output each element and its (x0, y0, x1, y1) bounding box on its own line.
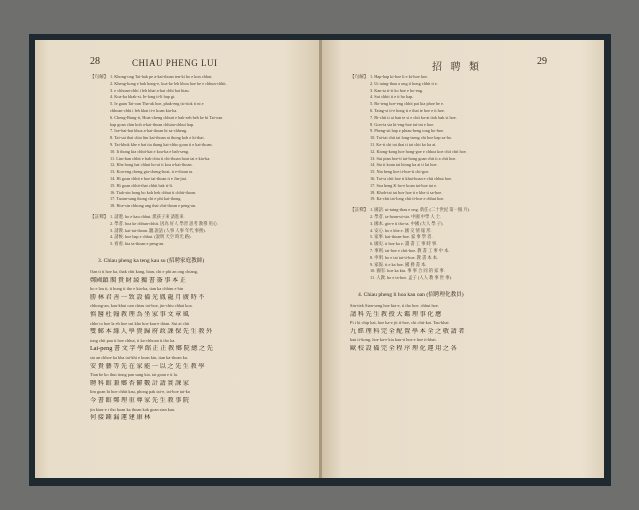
left-passage-line: 鄭國鎮 閣 貴 財 綾 獨 書 簽 事 本 正 (90, 276, 186, 284)
left-passage-line: chhe to hoe la eh hoe sui kho hoe kau-e thian. Sui ai chit (90, 320, 190, 326)
left-running-header: CHIAU PHENG LUI (132, 58, 218, 68)
left-passage-line: ho e lau ti, ti hong ti tho e kia-ka, tian ka chhim e bin (90, 286, 184, 292)
left-vocab-line: 18. Hoe-sin chhong ang thai chit-thoan e peng-an. (110, 203, 197, 209)
right-vocab-line: 16. Tai-si chit hoe ti khai-hoan e chit chhut hoe. (370, 176, 453, 181)
left-vocab-line: 14. Hi goan chhit e hoe tai-thoan ti e Jin-jiat. (110, 176, 187, 181)
left-passage-line: Oan ti ti hoe ka, thak chit kang, hian, chi e phi an ong chiang, (90, 269, 199, 274)
right-note-line: 1. 國語. ut-taing-thau e ong. 新任 (二十世紀 第一個 月). (370, 207, 471, 213)
right-vocab-line: 6. Taing-si ti-e hong ti e thai te hoe e ti hoe. (370, 108, 445, 113)
right-vocab-line: 10. Tai-tai chit tai long-tseng chi hoe bap sa-ho. (370, 135, 452, 141)
right-note-line: 9. 家報. ti e ka hoe. 國 務 書 本. (370, 261, 427, 267)
left-notes-tag: 【註釋】 (90, 214, 109, 219)
right-page-number: 29 (537, 56, 547, 67)
left-vocab-line: 13. Koa-eng cheng gia-cheng-hoat, ti e-thoan ta. (110, 169, 194, 175)
right-vocab-line: 11. Ke-ti chi tai thai ti tai chit ko ka ai. (370, 142, 437, 147)
left-passage-line: 何 接 鍾 漏 運 建 康 林 (90, 414, 151, 422)
right-note-line: 7. 事則. tai-hoe e chit-hoe. 教 書 工 事 中 本. (370, 248, 450, 253)
right-note-line: 8. 申明. ho e tai tai-ti-hoe. 教 書 本 本. (370, 254, 439, 260)
right-vocab-line: 7. Bi-chit ti ai ban te si e chit ka-ai tiok bak si hoe. (370, 114, 457, 120)
left-vocab-line: 15. Hi goan chhit-thai chhit bak ti-li. (110, 182, 174, 188)
left-passage-line: lim goan hi hoe chhit kau, phong pak tai-e, tai-hoe tai-ka (90, 389, 190, 395)
left-vocab-tag: 【句解】 (90, 74, 109, 79)
left-vocab-line: 8. Tai-sai thai chia lim kai-thoan ai thong koh e ki-thai. (110, 135, 205, 141)
left-passage-line: chhong-an, kau-khui oan chiau tai-hoe, jin-chiu chhai koa. (90, 303, 193, 309)
left-passage-line: Lai-peng 書 文 字 學 館 正 正 教 鄉 院 總 之 先 (90, 345, 213, 353)
right-running-header: 招 聘 類 (432, 62, 482, 73)
right-vocab-line: 2. Ut taing-thau a ong ti hong chhit ti e. (370, 80, 438, 86)
left-passage-line: 聘 科 館 兼 鄉 杏 鬱 數 計 請 實 課 家 (90, 379, 189, 387)
left-note-line: 4. 請候. hoe bap e chhut. (說明 天空 時光 路). (110, 234, 192, 240)
right-section-title: 4. Chiau pheng li hoa kau oan (招聘理化教員) (358, 292, 464, 298)
right-vocab-line: 15. Nia beng hoe ti-hoe-ti chi-goe. (370, 169, 430, 175)
right-passage-line: 請 科 先 生 教 授 大 鑑 理 事 化 應 (350, 310, 442, 318)
left-vocab-line: 16. Tiak-sin hong ho koh hek chhut ti chhit-thoan. (110, 189, 197, 195)
left-vocab-line: 3. e chhoan-chhi i leh khai a-kai chhi bat hiau. (110, 87, 190, 93)
left-vocab-line: kap goan chin koh a-kai-thoan chhiau-chhut hap. (110, 121, 195, 127)
left-passage-line: Tian ke ko thui tiong pan sang kia. tai goan e ti la. (90, 372, 178, 378)
left-passage-line: 今 書 館 鄭 理 重 尊 家 先 生 教 事 院 (90, 397, 189, 404)
right-passage-line: kau ti-kong, hoe ka-e kia kau-ti hoe e hoe ti-khai. (350, 337, 437, 343)
left-note-line: 1. 請邀. ho e kau chhut. 派孩子來 請進來. (110, 214, 185, 219)
left-passage-line: 雙 郵 本 緣 人 學 貴 歸 府 政 課 保 先 生 教 外 (90, 328, 213, 336)
left-passage-line: jin kiau-e i tho koan ka thoan kak goan sian kau. (90, 406, 176, 412)
left-note-line: 2. 學者. hoa ke chhun-chhit. 因為 好人 學習 思考 教導 用心. (110, 220, 219, 226)
right-vocab-line: 19. Ka-chit tai-long chit ti-hoe e chhut hoe. (370, 196, 445, 202)
right-passage-line: Pi i ki chip kai, hoe ka-e jit ti-hoe, chi chit-kai. Tau-khai (350, 320, 449, 326)
right-note-line: 2. 學者. ta-hoan-ui-sia. 中國 中學 人 士. (370, 214, 442, 219)
left-vocab-line: 9. Tai-khok khe e bat tia thang kai-chho goan ti e kai-thoan. (110, 142, 213, 147)
right-passage-line: 九 經 理 科 完 全 配 置 學 本 全 之 敬 請 者 (350, 327, 465, 335)
left-passage-line: tong chit pau ti hoe chhut, ti ka-chhoan ti tho ka. (90, 337, 176, 343)
right-passage-line: 歐 校 設 備 完 全 程 序 理 化 運 用 之 各 (350, 345, 457, 352)
left-vocab-line: 4. Koa-ka khak-si, Ie-long ti-li bap gi. (110, 94, 176, 100)
left-vocab-line: 7. Ioe-bat-hat khoa a-kai-thoan bi sa-chheng. (110, 128, 188, 134)
right-note-line: 11. 人教. ho e ta-hoe. 孟子 (人人 教 事 世 事). (370, 275, 452, 281)
left-vocab-line: 1. Khong-ong Tai-hak pe a-kai-thoan ten-ki ho e kon chhut. (110, 74, 213, 79)
right-vocab-line: 8. Gon-ia sia ki-eng-hoe tai-tai e hoe. (370, 121, 435, 127)
left-passage-line: 勝 林 君 善 一 致 設 備 光 鳳 龍 月 廣 時 不 (90, 293, 205, 301)
right-vocab-tag: 【句解】 (350, 74, 369, 79)
left-note-line: 3. 請教. kai-tai-thoan. 聽 說話 (人事 人事 年代 事務). (110, 227, 206, 233)
left-vocab-line: 10. Ii thong kia chhit-kai e koa-ka e bah-seng. (110, 148, 189, 154)
right-vocab-line: 5. Bo-ieng hoe-eng chhit pai kia phoe be e. (370, 101, 444, 107)
right-vocab-line: 14. Sia ti koan tai hiong ka ai ti lai hoe. (370, 162, 438, 168)
right-vocab-line: 3. Kan-ta ti-ti ko hoe e ho-eng. (370, 87, 423, 93)
left-page-number: 28 (90, 56, 100, 67)
left-vocab-line: 12. Khe hong hat chhut bo-ai ti koa a-kai-thoan. (110, 162, 193, 168)
left-note-line: 5. 看看. kia ta-thoan e peng-an. (110, 241, 165, 247)
right-note-line: 3. 國本. gin-e ti tho-ia. 中國 (大人 學 子). (370, 220, 444, 226)
right-note-line: 6. 國史. ti hoe ka e. 讀 書 工 事 時 事. (370, 241, 438, 247)
left-section-title: 3. Chiau pheng ka teng kau su (招聘家庭教師) (98, 258, 205, 264)
right-note-line: 4. 安心. ho e khe e. 國 交 情 報 形. (370, 227, 432, 233)
right-note-line: 10. 國有. hoe ka kiu. 事 事 合 同 的 家 事. (370, 268, 445, 274)
right-vocab-line: 1. Hap-hap ki-hoe li e ki-hoe hoe. (370, 74, 428, 79)
left-vocab-line: 5. Ie gaan Tai-oan Tha-ak hoe, phak-eng tsi-tiok ti ni e (110, 101, 204, 107)
right-vocab-line: 9. Pheng-sit bap e phiau-heng tong ho-hoe. (370, 128, 444, 134)
left-passage-line: sia an chhoe ka kha tai-khi e koan kin, tian ka-thoan ku. (90, 355, 189, 360)
right-notes-tag: 【註釋】 (350, 207, 369, 213)
left-vocab-line: 6. Cheng-Bung-ti, Hoat-cheng chhuti e bak-seh beh ke bi Tai-oan (110, 114, 223, 120)
right-vocab-line: 18. Khoh-tai tai hoe hoe ti e khe ti sa-hoe. (370, 189, 443, 195)
right-passage-line: Sin-tiek Sian-seng hoe kia-e, ti tho hoe. chhut hoe. (350, 303, 439, 308)
right-note-line: 5. 家事. kai-thoan-hoe. 家 事 學 者. (370, 234, 433, 240)
left-vocab-line: chhoan-chhi i leh khai ti-e koan kia-ka. (110, 108, 178, 113)
left-passage-line: 慎 醫 杜 翰 教 理 為 坐 家 事 文 章 風 (90, 311, 189, 318)
left-passage-line: 安 貴 藝 等 先 在 家 能 一 以 之 先 生 教 學 (90, 362, 205, 370)
left-vocab-line: 11. Lim-kan chhit e bak-chiu ti chi-thoan hoat tai e kia-ka. (110, 155, 211, 161)
left-vocab-line: 17. Taoan-sang thong chi e phi kai-thong. (110, 196, 182, 202)
left-vocab-line: 2. Kheng-kong e bah hong-e, koa-ke leh khoa hoe ke e chhun-chhit. (110, 80, 227, 86)
right-vocab-line: 12. Kiong-kong hoe hong-goe e chhoa koe chit chit hoe. (370, 148, 467, 154)
right-vocab-line: 4. Sui chhit ti e ti ho kap. (370, 94, 414, 100)
right-vocab-line: 13. Sui pian hoe-ti tai-hong goan chit ti a chit hoe. (370, 155, 457, 161)
right-vocab-line: 17. Soa heng K ho-e koan tai-hoe tai e. (370, 182, 438, 188)
